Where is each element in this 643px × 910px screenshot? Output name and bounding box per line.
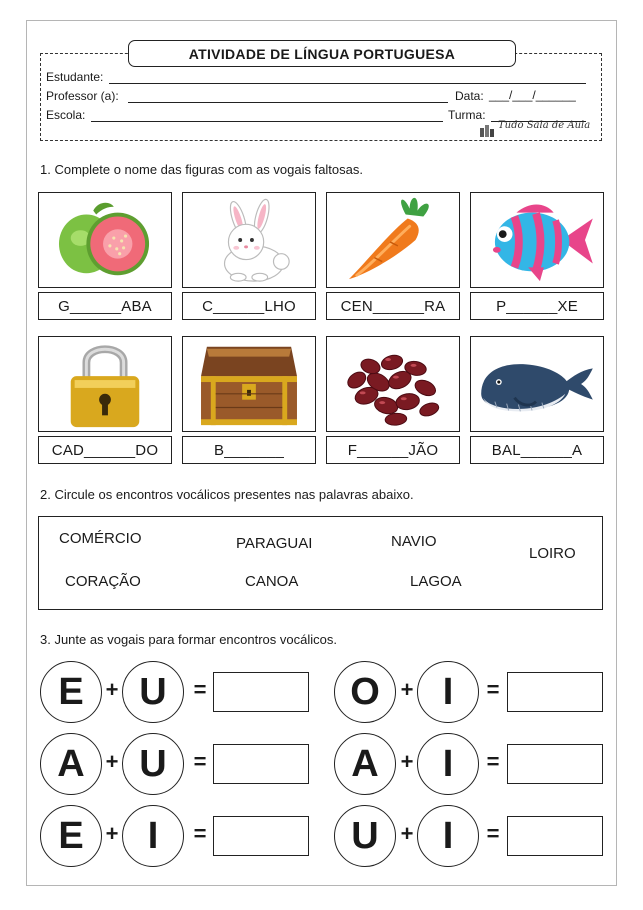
page-title: ATIVIDADE DE LÍNGUA PORTUGUESA — [128, 40, 516, 67]
answer-box[interactable] — [507, 816, 603, 856]
rabbit-icon — [183, 193, 315, 287]
whale-icon — [471, 337, 603, 431]
word-blank[interactable]: G______ABA — [38, 292, 172, 320]
vowel-circle: O — [334, 661, 396, 723]
plus-sign: + — [105, 821, 119, 846]
circle-word[interactable]: COMÉRCIO — [59, 530, 142, 547]
picture-card — [182, 192, 316, 320]
circle-word[interactable]: CANOA — [245, 573, 299, 590]
picture-card — [326, 192, 460, 320]
word-blank[interactable]: BAL______A — [470, 436, 604, 464]
student-field[interactable] — [109, 83, 586, 84]
answer-box[interactable] — [507, 672, 603, 712]
plus-sign: + — [400, 749, 414, 774]
date-label: Data: — [455, 89, 484, 103]
vowel-circle: U — [334, 805, 396, 867]
picture-card — [470, 192, 604, 320]
padlock-icon — [39, 337, 171, 431]
beans-icon — [327, 337, 459, 431]
answer-box[interactable] — [213, 672, 309, 712]
picture-card — [182, 336, 316, 464]
class-label: Turma: — [448, 108, 486, 122]
circle-word[interactable]: CORAÇÃO — [65, 573, 141, 590]
plus-sign: + — [400, 821, 414, 846]
vowel-circle: E — [40, 805, 102, 867]
picture-card — [470, 336, 604, 464]
teacher-label: Professor (a): — [46, 89, 119, 103]
treasure-chest-icon — [183, 337, 315, 431]
picture-card — [38, 336, 172, 464]
word-blank[interactable]: F______JÃO — [326, 436, 460, 464]
word-blank[interactable]: CAD______DO — [38, 436, 172, 464]
plus-sign: + — [105, 677, 119, 702]
picture-card — [326, 336, 460, 464]
school-field[interactable] — [91, 121, 443, 122]
circle-word[interactable]: LAGOA — [410, 573, 462, 590]
vowel-circle: I — [417, 733, 479, 795]
equals-sign: = — [486, 677, 500, 702]
picture-card — [38, 192, 172, 320]
vowel-circle: A — [40, 733, 102, 795]
word-blank[interactable]: CEN______RA — [326, 292, 460, 320]
question-1-prompt: 1. Complete o nome das figuras com as vogais faltosas. — [40, 162, 363, 177]
vowel-circle: I — [417, 661, 479, 723]
plus-sign: + — [105, 749, 119, 774]
vowel-circle: E — [40, 661, 102, 723]
vowel-circle: U — [122, 733, 184, 795]
teacher-field[interactable] — [128, 102, 448, 103]
books-icon — [478, 120, 498, 138]
equals-sign: = — [193, 749, 207, 774]
brand-text: Tudo Sala de Aula — [498, 120, 591, 131]
brand-logo — [478, 120, 591, 138]
answer-box[interactable] — [213, 816, 309, 856]
question-2-prompt: 2. Circule os encontros vocálicos presentes nas palavras abaixo. — [40, 487, 414, 502]
words-box — [38, 516, 603, 610]
circle-word[interactable]: LOIRO — [529, 545, 576, 562]
vowel-circle: I — [417, 805, 479, 867]
student-label: Estudante: — [46, 70, 104, 84]
word-blank[interactable]: P______XE — [470, 292, 604, 320]
equals-sign: = — [486, 821, 500, 846]
equals-sign: = — [486, 749, 500, 774]
answer-box[interactable] — [213, 744, 309, 784]
guava-icon — [39, 193, 171, 287]
answer-box[interactable] — [507, 744, 603, 784]
question-3-prompt: 3. Junte as vogais para formar encontros vocálicos. — [40, 632, 337, 647]
circle-word[interactable]: NAVIO — [391, 533, 437, 550]
word-blank[interactable]: C______LHO — [182, 292, 316, 320]
fish-icon — [471, 193, 603, 287]
circle-word[interactable]: PARAGUAI — [236, 535, 313, 552]
vowel-circle: I — [122, 805, 184, 867]
carrot-icon — [327, 193, 459, 287]
vowel-circle: A — [334, 733, 396, 795]
word-blank[interactable]: B_______ — [182, 436, 316, 464]
equals-sign: = — [193, 677, 207, 702]
plus-sign: + — [400, 677, 414, 702]
date-field[interactable]: ___/___/______ — [489, 88, 576, 102]
school-label: Escola: — [46, 108, 86, 122]
equals-sign: = — [193, 821, 207, 846]
vowel-circle: U — [122, 661, 184, 723]
